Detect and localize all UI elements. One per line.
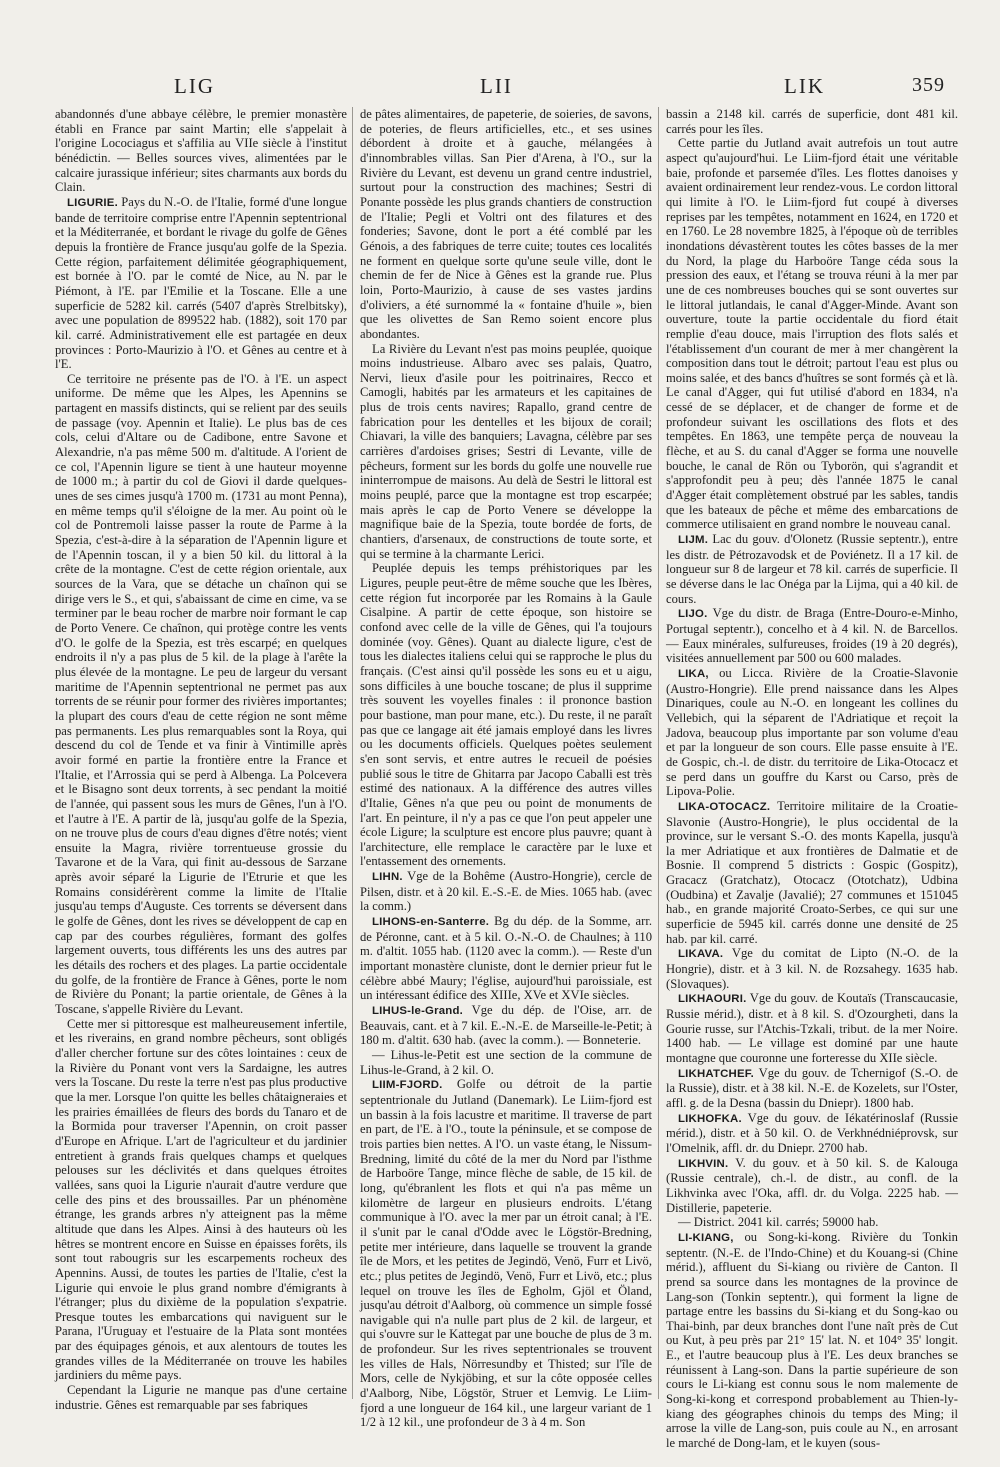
running-head-left: LIG	[174, 74, 215, 98]
page-number: 359	[912, 74, 945, 96]
paragraph	[360, 342, 652, 562]
entry-headword: LIKHAOURI.	[678, 993, 747, 1006]
entry-headword: LIKAVA.	[678, 948, 724, 961]
entry-headword: LIHONS-en-Santerre.	[372, 916, 490, 929]
paragraph-text: bassin a 2148 kil. carrés de superficie, dont 481 kil. carrés pour les îles.	[666, 107, 958, 136]
entry-headword: LIKHVIN.	[678, 1157, 729, 1170]
paragraph	[360, 561, 652, 869]
paragraph-text: Cette partie du Jutland avait autrefois un tout autre aspect qu'aujourd'hui. Le Liim-fjord était une véritable baie, profonde et parsemée d'îles. Les flottes danoises y avaient ordinairement leur rendez-vous. Le cordon littoral qui limite à l'O. le Liim-fjord fut coupé à diverses reprises par les tempêtes, notamment en 1624, en 1720 et en 1760. Le 28 novembre 1825, à l'époque où de terribles inondations dévastèrent toutes les côtes basses de la mer du Nord, la plage du Harboöre Tange céda sous la pression des eaux, et l'étang se trouva réuni à la mer par une de ces nombreuses bouches qui se sont ouvertes sur le littoral jutlandais, le canal d'Agger-Minde. Avant son ouverture, toute la partie occidentale du fiord était remplie d'eau douce, mais l'irruption des flots salés et l'établissement d'un courant de mer à mer changèrent la composition dans tout le détroit; partout l'eau est plus ou moins salée, et des bancs d'huîtres se sont formés çà et là. Le canal d'Agger, qui fut utilisé d'abord en 1834, n'a cessé de se déplacer, et de changer de forme et de profondeur suivant les oscillations des flots et des tempêtes. En 1863, une tempête perça de nouveau la flèche, et au S. du canal d'Agger se forma une nouvelle bouche, le canal de Rön ou Tyborön, qui s'agrandit et s'approfondit peu à peu; dès l'année 1875 le canal d'Agger était complètement obstrué par les sables, tandis que les bateaux de pêche et même des embarcations de commerce utilisaient en grand nombre le nouveau canal.	[666, 136, 958, 532]
paragraph	[360, 1048, 652, 1077]
dictionary-entry	[666, 532, 958, 606]
entry-text: Vge du gouv. de Tchernigof (S.-O. de la Russie), distr. et à 38 kil. N.-E. de Kozelets, sur l'Oster, affl. g. de la Desna (bassin du Dniepr). 1800 hab.	[666, 1065, 958, 1110]
dictionary-entry	[666, 1111, 958, 1156]
text-column-3	[666, 107, 959, 1451]
column-divider	[658, 107, 659, 1399]
paragraph	[55, 107, 347, 195]
paragraph	[666, 107, 958, 136]
paragraph-text: de pâtes alimentaires, de papeterie, de soieries, de savons, de poteries, de fleurs artificielles, etc., et ses usines débordent à droite et à gauche, mélangées à d'innombrables villas. San Pier d'Arena, à l'O., sur la Rivière du Levant, est devenu un grand centre industriel, surtout pour la construction des machines; Sestri di Ponante possède les plus grands chantiers de construction de l'Italie; Pegli et Voltri ont des filatures et des fonderies; Savone, dont le port a été comblé par les Génois, a des fabriques de terre cuite; toutes ces localités ne forment en quelque sorte qu'une seule ville, dont le chemin de fer de Nice à Gênes est la grande rue. Plus loin, Porto-Maurizio, à cause de ses vastes jardins d'oliviers, a été surnommé la « fontaine d'huile », bien que les olivettes de San Remo soient encore plus abondantes.	[360, 107, 652, 341]
dictionary-entry	[666, 666, 958, 799]
entry-text: ou Licca. Rivière de la Croatie-Slavonie (Austro-Hongrie). Elle prend naissance dans les Alpes Dinariques, coule au N.-O. en longeant les collines du Vellebich, qui la séparent de l'Adriatique et reçoit la Jadova, beaucoup plus importante par son volume d'eau et par la longueur de son cours. Elle passe ensuite à l'E. de Gospic, ch.-l. de distr. du territoire de Lika-Otocacz et se perd dans un gouffre du Karst ou Carso, près de Lipova-Polie.	[666, 665, 958, 799]
page-header	[0, 74, 1000, 104]
column-divider	[352, 107, 353, 1399]
entry-text: Territoire militaire de la Croatie-Slavonie (Austro-Hongrie), le plus occidental de la province, sur le versant S.-O. des monts Kapella, jusqu'à la mer Adriatique et aux frontières de Dalmatie et de Bosnie. Il comprend 5 districts : Gospic (Gospitz), Gracacz (Gratchatz), Otocacz (Ototchatz), Udbina (Oudbina) et Zavalje (Javalié); 27 communes et 151045 hab., en grande majorité Croato-Serbes, ce qui sur une superficie de 5945 kil. carrés donne une densité de 25 hab. par kil. carré.	[666, 798, 958, 946]
entry-headword: LIKA-OTOCACZ.	[678, 800, 771, 813]
paragraph	[666, 136, 958, 532]
entry-text: Vge du comitat de Lipto (N.-O. de la Hongrie), distr. et à 3 kil. N. de Rozsahegy. 1635 hab. (Slovaques).	[666, 946, 959, 991]
paragraph-text: Cette mer si pittoresque est malheureusement infertile, et les riverains, en grand nombre pêcheurs, sont obligés d'aller chercher fortune sur des côtes lointaines : ceux de la Rivière du Ponant vont vers la Sardaigne, les autres vers la Toscane. Du reste la terre n'est pas plus productive que la mer. Lorsque l'on quitte les belles châtaigneraies et les prairies émaillées de fleurs des bords du Tanaro et de la Bormida pour traverser l'Apennin, on croit passer d'Europe en Afrique. L'art de l'agriculteur et du jardinier entretient à grands frais quelques champs et quelques pelouses sur les déclivités et dans quelques étroites vallées, sans quoi la Ligurie n'aurait d'autre verdure que celle des pins et des broussailles. Par un phénomène étrange, les grands arbres n'y atteignent pas la même altitude que dans les Alpes. Ainsi à des hauteurs où les hêtres se montrent encore en Suisse en épaisses forêts, ils sont tout rabougris sur les escarpements rocheux des Apennins. Aussi, de toutes les parties de l'Italie, c'est la Ligurie qui envoie le plus grand nombre d'émigrants à l'étranger; plus du dixième de la population s'expatrie. Presque toutes les embarcations qui naviguent sur le Parana, l'Uruguay et l'estuaire de la Plata sont montées par des équipages génois, et aux alentours de toutes les grandes villes de la Méditerranée on trouve les habiles jardiniers du même pays.	[55, 1016, 347, 1383]
dictionary-entry	[666, 1230, 958, 1451]
entry-headword: LIJO.	[678, 608, 708, 621]
entry-text: V. du gouv. et à 50 kil. S. de Kalouga (Russie centrale), ch.-l. de distr., au confl. de la Likhvinka avec l'Oka, affl. dr. du Volga. 2225 hab. — Distillerie, papeterie.	[666, 1155, 958, 1215]
paragraph	[666, 1215, 958, 1230]
entry-headword: LIKHOFKA.	[678, 1112, 742, 1125]
entry-headword: LIGURIE.	[67, 196, 118, 209]
dictionary-entry	[360, 914, 652, 1003]
paragraph-text: La Rivière du Levant n'est pas moins peuplée, quoique moins industrieuse. Albaro avec ses palais, Quatro, Nervi, lieux d'asile pour les poitrinaires, Recco et Camogli, habités par les armateurs et les capitaines de plus de trois cents navires; Rapallo, grand centre de fabrication pour les dentelles et les bijoux de corail; Chiavari, la ville des banquiers; Lavagna, célèbre par ses carrières d'ardoises grises; Sestri di Levante, ville de pêcheurs, forment sur les bords du golfe une nouvelle rue ininterrompue de maisons. Au delà de Sestri le littoral est moins peuplé, parce que la montagne est trop escarpée; mais après le cap de Porto Venere se développe la magnifique baie de la Spezia, toute bordée de forts, de chantiers, d'arsenaux, de constructions de toute sorte, et qui se termine à la charmante Lerici.	[360, 341, 652, 561]
entry-text: ou Song-ki-kong. Rivière du Tonkin septentr. (N.-E. de l'Indo-Chine) et du Kouang-si (Chine mérid.), affluent du Si-kiang ou rivière de Canton. Il prend sa source dans les montagnes de la province de Lang-son (Tonkin septentr.), qui forment la ligne de partage entre les bassins du Si-kiang et du Song-kao ou Thai-binh, par deux branches dont l'une naît près de Cut ou Kut, à peu près par 21° 15' lat. N. et 104° 35' longit. E., et l'autre beaucoup plus à l'E. Les deux branches se réunissent à Lang-son. Dans la partie supérieure de son cours le Li-kiang est connu sous le nom malemente de Song-ki-kong et correspond probablement au Thien-ly-kiang des géographes chinois du temps des Ming; il arrose la ville de Lang-son, puis coule au N., en arrosant le marché de Dong-lam, et le kuyen (sous-	[666, 1229, 958, 1451]
paragraph-text: abandonnés d'une abbaye célèbre, le premier monastère établi en France par saint Martin; elle s'appelait à l'origine Locociagus et s'affilia au VIIe siècle à l'institut bénédictin. — Belles sources vives, alimentées par le calcaire jurassique inférieur; sites charmants aux bords du Clain.	[55, 107, 347, 195]
entry-headword: LIHUS-le-Grand.	[372, 1005, 463, 1018]
text-column-1	[55, 107, 347, 1412]
entry-headword: LI-KIANG,	[678, 1231, 734, 1244]
entry-text: Vge de la Bohême (Austro-Hongrie), cercle de Pilsen, distr. et à 20 kil. E.-S.-E. de Mies. 1065 hab. (avec la comm.)	[360, 869, 652, 914]
dictionary-entry	[55, 195, 347, 372]
running-head-center: LII	[480, 74, 513, 98]
entry-headword: LIJM.	[678, 534, 709, 547]
paragraph	[55, 1383, 347, 1412]
entry-headword: LIKHATCHEF.	[678, 1067, 755, 1080]
paragraph	[55, 1017, 347, 1383]
dictionary-entry	[666, 606, 958, 666]
entry-text: Pays du N.-O. de l'Italie, formé d'une longue bande de territoire comprise entre l'Apennin septentrional et la Méditerranée, et bordant le rivage du golfe de Gênes depuis la frontière de France jusqu'au golfe de la Spezia. Cette région, parfaitement délimitée géographiquement, est bornée à l'O. par le comté de Nice, au N. par le Piémont, à l'E. par l'Emilie et la Toscane. Elle a une superficie de 5282 kil. carrés (5407 d'après Strelbitsky), avec une population de 899522 hab. (1882), soit 170 par kil. carré. Administrativement elle est partagée en deux provinces : Porto-Maurizio à l'O. et Gênes au centre et à l'E.	[55, 194, 347, 372]
dictionary-entry	[360, 1077, 652, 1430]
entry-text: Vge du gouv. de Iékatérinoslaf (Russie mérid.), distr. et à 50 kil. O. de Verkhnédniéprovsk, sur l'Omelnik, affl. dr. du Dniepr. 2700 hab.	[666, 1110, 958, 1155]
dictionary-entry	[666, 1156, 958, 1216]
paragraph	[360, 107, 652, 342]
running-head-right: LIK	[784, 74, 825, 98]
dictionary-entry	[666, 799, 958, 947]
entry-text: Golfe ou détroit de la partie septentrionale du Jutland (Danemark). Le Liim-fjord est un bassin à la fois lacustre et maritime. Il traverse de part en part, de l'E. à l'O., toute la péninsule, et se compose de trois parties bien nettes. A l'O. un vaste étang, le Nissum-Bredning, limité du côté de la mer du Nord par l'isthme de Harboöre Tange, mince flèche de sable, de 15 kil. de long, qu'ébranlent les flots et qui n'a pas même un kilomètre de largeur en plusieurs endroits. L'étang communique à l'O. avec la mer par un étroit canal; à l'E. il s'unit par le canal d'Odde avec le Lögstör-Bredning, petite mer intérieure, dans laquelle se trouvent la grande île de Mors, et les petites de Jegindö, Venö, Furr et Livö, etc.; plus petites de Jegindö, Venö, Furr et Livö, etc.; plus lequel on trouve les îles de Egholm, Gjöl et Öland, jusqu'au détroit d'Aalborg, où commence un simple fossé navigable qui n'a nulle part plus de 2 kil. de largeur, et qui s'ouvre sur le Kattegat par une bouche de plus de 3 m. de profondeur. Sur les rives septentrionales se trouvent les villes de Hals, Nörresundby et Thisted; sur l'île de Mors, celle de Nykjöbing, et sur la côte opposée celles d'Aalborg, Nibe, Lögstör, Struer et Lemvig. Le Liim-fjord a une longueur de 164 kil., une largeur variant de 1 1/2 à 12 kil., une profondeur de 3 à 4 m. Son	[360, 1077, 652, 1430]
dictionary-entry	[666, 991, 958, 1065]
paragraph-text: Cependant la Ligurie ne manque pas d'une certaine industrie. Gênes est remarquable par ses fabriques	[55, 1383, 347, 1412]
dictionary-entry	[360, 869, 652, 914]
paragraph-text: Peuplée depuis les temps préhistoriques par les Ligures, peuple peut-être de même souche que les Ibères, cette région fut incorporée par les Romains à la Gaule Cisalpine. A partir de cette époque, son histoire se confond avec celle de la ville de Gênes, qui l'a toujours dominée (voy. Gênes). Quant au dialecte ligure, c'est de tous les dialectes italiens celui qui se rapproche le plus du français. (C'est ainsi qu'il possède les sons eu et u aigu, sons difficiles à une bouche toscane; de plus il supprime très souvent les voyelles finales : il prononce bastion pour bastione, man pour mane, etc.). Du reste, il ne paraît pas que ce langage ait été jamais employé dans les livres ou les documents officiels. Quelques poètes seulement s'en sont servis, et entre autres le recueil de poésies publié sous le titre de Ghitarra par Jacopo Caballi est très estimé des nationaux. A la différence des autres villes d'Italie, Gênes n'a que peu ou point de monuments de l'art. En peinture, il n'y a pas ce que l'on peut appeler une école Ligure; la sculpture est encore plus pauvre; quant à l'architecture, elle remplace le caractère par le luxe et l'entassement des ornements.	[360, 561, 652, 869]
entry-headword: LIKA,	[678, 667, 709, 680]
entry-text: Vge du distr. de Braga (Entre-Douro-e-Minho, Portugal septentr.), concelho et à 4 kil. N. de Barcellos. — Eaux minérales, sulfureuses, froides (19 à 20 degrés), visitées annuellement par 500 ou 600 malades.	[666, 606, 958, 666]
text-column-2	[360, 107, 652, 1430]
entry-text: Vge du gouv. de Koutaïs (Transcaucasie, Russie mérid.), distr. et à 8 kil. S. d'Ozourgheti, dans la Gourie russe, sur l'Atchis-Tzkali, tribut. de la mer Noire. 1400 hab. — Le village est dominé par une haute montagne que couronne une forteresse du XIIe siècle.	[666, 991, 958, 1065]
entry-headword: LIIM-FJORD.	[372, 1079, 443, 1092]
paragraph-text: — District. 2041 kil. carrés; 59000 hab.	[678, 1215, 879, 1230]
paragraph-text: — Lihus-le-Petit est une section de la commune de Lihus-le-Grand, à 2 kil. O.	[360, 1048, 652, 1077]
entry-text: Lac du gouv. d'Olonetz (Russie septentr.), entre les distr. de Pétrozavodsk et de Poviénetz. Il a 17 kil. de longueur sur 8 de largeur et 78 kil. carrés de superficie. Il se déverse dans le lac Onéga par la Lijma, qui a 40 kil. de cours.	[666, 532, 958, 606]
entry-text: Vge du dép. de l'Oise, arr. de Beauvais, cant. et à 7 kil. E.-N.-E. de Marseille-le-Petit; à 180 m. d'altit. 630 hab. (avec la comm.). — Bonneterie.	[360, 1003, 652, 1048]
dictionary-entry	[360, 1003, 652, 1048]
dictionary-entry	[666, 946, 958, 991]
entry-text: Bg du dép. de la Somme, arr. de Péronne, cant. et à 5 kil. O.-N.-O. de Chaulnes; à 110 m. d'altit. 1055 hab. (1120 avec la comm.). — Reste d'un important monastère cluniste, dont le dernier prieur fut le célèbre abbé Maury; l'église, aujourd'hui paroissiale, est un intéressant édifice des XIIIe, XVe et XVIe siècles.	[360, 914, 652, 1003]
entry-headword: LIHN.	[372, 871, 403, 884]
dictionary-entry	[666, 1066, 958, 1111]
paragraph-text: Ce territoire ne présente pas de l'O. à l'E. un aspect uniforme. De même que les Alpes, les Apennins se partagent en massifs distincts, qui se relient par des seuils de passage (voy. Apennin et Italie). Le plus bas de ces cols, celui d'Altare ou de Cadibone, entre Savone et Alexandrie, n'a pas même 500 m. d'altitude. A l'orient de ce col, l'Apennin ligure se tient à une hauteur moyenne de 1000 m.; à partir du col de Giovi il darde quelques-unes de ses cimes jusqu'à 1700 m. (1731 au mont Penna), en même temps qu'il s'éloigne de la mer. Au point où le col de Pontremoli laisse passer la route de Parme à la Spezia, c'est-à-dire à la séparation de l'Apennin ligure et de l'Apennin toscan, il y a bien 50 kil. du littoral à la crête de la montagne. C'est de cette région orientale, aux sources de la Vara, que se détache un chaînon qui se dirige vers le S., et qui, s'abaissant de cime en cime, va se terminer par le beau rocher de marbre noir formant le cap de Porto Venere. Ce chaînon, qui protège contre les vents d'O. le golfe de la Spezia, est très escarpé; en quelques endroits il n'y a pas plus de 5 kil. de la plage à l'arête la plus élevée de la montagne. Le peu de largeur du versant maritime de l'Apennin septentrional ne permet pas aux torrents de se réunir pour former des rivières importantes; la plupart des cours d'eau de cette région ne sont même pas permanents. Les plus remarquables sont la Roya, qui descend du col de Tende et va finir à Vintimille après avoir formé en partie la frontière entre la France et l'Italie, et l'Arrossia qui se perd à Albenga. La Polcevera et le Bisagno sont deux torrents, à sec pendant la moitié de l'année, qui passent sous les murs de Gênes, l'un à l'O. et l'autre à l'E. A partir de là, jusqu'au golfe de la Spezia, on ne trouve plus de cours d'eau dignes d'être notés; vient ensuite la Magra, rivière torrentueuse grossie du Tavarone et de la Vara, qui finit au-dessous de Sarzane après avoir séparé la Ligurie de l'Etrurie et que les Romains considérèrent comme la limite de l'Italie jusqu'au temps d'Auguste. Ces torrents se déversent dans le golfe de Gênes, dont les rives se développent de cap en cap par des courbes régulières, formant des golfes largement ouverts, tous différents les uns des autres par les détails des rochers et des plages. La partie occidentale du golfe, de la frontière de France à Gênes, porte le nom de Rivière du Ponant; la partie orientale, de Gênes à la Toscane, s'appelle Rivière du Levant.	[55, 371, 347, 1017]
paragraph	[55, 372, 347, 1017]
